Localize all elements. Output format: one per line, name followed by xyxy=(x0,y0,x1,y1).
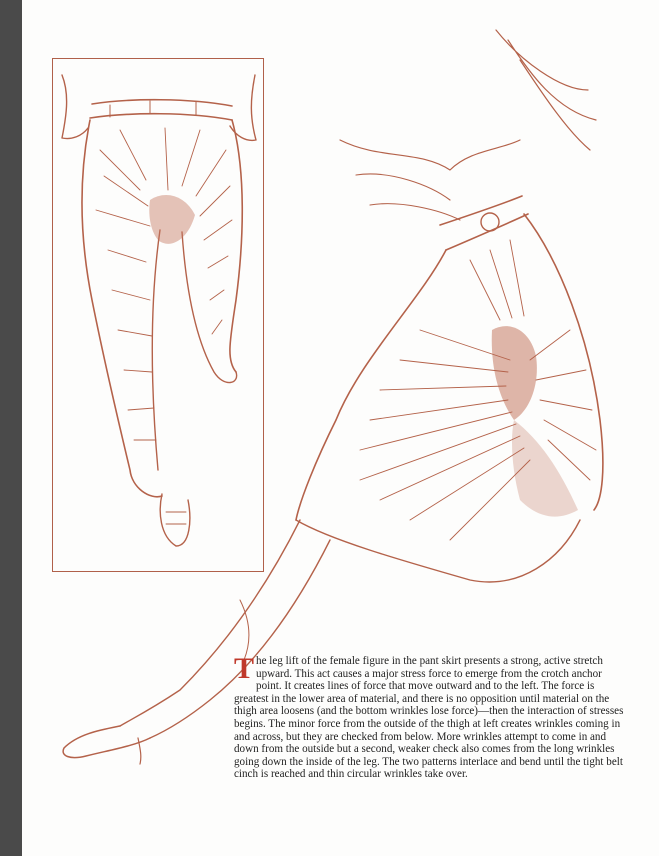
caption-text: he leg lift of the female figure in the pant skirt presents a strong, active stretch upward. This act causes a major stress force to emerge from the crotch anchor point. It creates lines of force that move outward and to the left. The force is greatest in the lower area of material, and there is no opposition until material on the thigh area loosens (and the bottom wrinkles lose force)—then the interaction of stresses begins. The minor force from the outside of the thigh at left creates wrinkles coming in and across, but they are checked from below. More wrinkles attempt to come in and down from the outside but a second, weaker check also comes from the long wrinkles going down the inside of the leg. The two patterns interlace and bend until the tight belt cinch is reached and thin circular wrinkles take over. xyxy=(234,655,624,781)
caption-paragraph xyxy=(234,652,628,781)
trousers-figure-sketch xyxy=(62,75,256,546)
drop-cap-letter: T xyxy=(234,652,255,685)
pant-skirt-figure-sketch xyxy=(63,30,603,764)
